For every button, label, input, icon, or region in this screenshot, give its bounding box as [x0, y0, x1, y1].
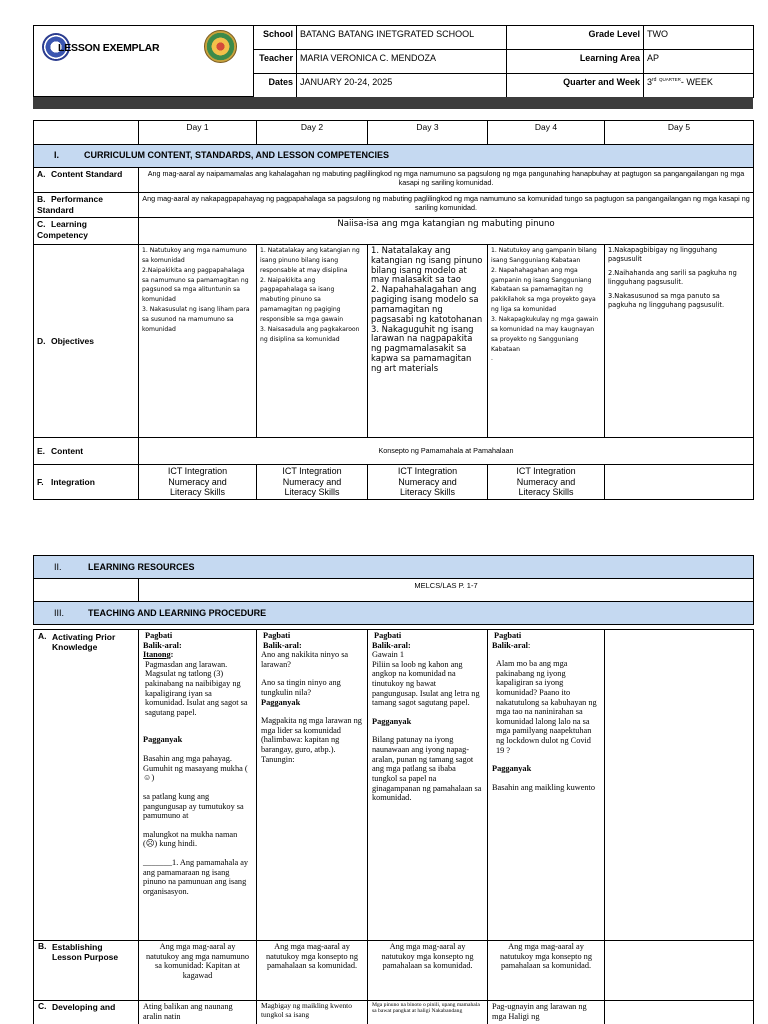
quarter-number: 3	[647, 77, 653, 87]
content-row	[34, 438, 754, 465]
integration-line: Literacy Skills	[169, 487, 225, 498]
school-label: School	[254, 26, 297, 50]
quarter-tail: - WEEK	[680, 77, 713, 87]
activating-day-2	[257, 630, 368, 941]
objectives-label: Objectives	[51, 335, 94, 346]
integration-day-2	[257, 465, 368, 500]
objective-item: 1. Natatalakay ang katangian ng isang pinuno bilang isang responsable at may disiplina	[260, 247, 360, 274]
developing-letter: C.	[38, 1001, 47, 1011]
activity-text: sa patlang kung ang pangungusap ay tumutukoy sa pamumuno at	[143, 791, 244, 821]
learning-resources-table	[33, 555, 754, 625]
section-1-number: I.	[54, 150, 60, 161]
activity-text: _______1. Ang pamamahala ay ang pamamaraan ng isang pinuno na pamunuan ang isang organisasyon.	[143, 857, 249, 896]
integration-line: ICT Integration	[167, 466, 228, 477]
establishing-day-3: Ang mga mag-aaral ay natutukoy mga konsepto ng pamahalaan sa komunidad.	[368, 941, 488, 1001]
objective-item: 1. Natutukoy ang mga namumuno sa komunidad	[142, 247, 247, 264]
integration-line: Literacy Skills	[284, 487, 340, 498]
objective-item: .	[491, 355, 493, 363]
competencies-table	[33, 120, 754, 500]
activity-text: Basahin ang mga pahayag. Gumuhit ng masayang mukha ( ☺)	[143, 754, 248, 783]
section-3-number: III.	[54, 608, 65, 618]
objectives-day-3	[368, 245, 488, 438]
activity-text: Pagmasdan ang larawan. Magsulat ng tatlong (3) pakinabang na naibibigay ng kapaligirang iyan sa komunidad. Isulat ang sagot sa sagutang papel.	[145, 659, 248, 717]
activity-text: Ano sa tingin ninyo ang tungkulin nila?	[261, 678, 341, 698]
header-divider-bar	[33, 97, 753, 109]
teacher-label: Teacher	[254, 50, 297, 74]
activity-text: Bilang patunay na iyong naunawaan ang iyong napag-aralan, punan ng tamang sagot ang mga patlang sa ibaba tungkol sa papel na ginagampanan ng pamahalaan sa komunidad.	[372, 735, 482, 803]
motivation-label: Pagganyak	[143, 735, 183, 745]
review-label: Balik-aral	[492, 640, 528, 650]
content-standard-letter: A.	[37, 169, 46, 179]
developing-day-2: Magbigay ng maikling kwento tungkol sa isang	[257, 1001, 368, 1024]
activating-day-4	[488, 630, 605, 941]
competency-row	[34, 218, 754, 245]
objectives-day-5	[605, 245, 754, 438]
integration-label: Integration	[51, 476, 95, 487]
quarter-sup-1: rd	[652, 77, 657, 83]
day-5-header: Day 5	[605, 121, 754, 145]
day-3-header: Day 3	[368, 121, 488, 145]
day-1-header: Day 1	[139, 121, 257, 145]
objective-item: 2. Napahahagahan ang mga gampanin ng isang Sangguniang Kabataan sa pamamagitan ng pakikilahok sa mga proyekto gaya ng liga sa komunidad	[491, 266, 596, 314]
integration-line: Literacy Skills	[518, 487, 574, 498]
greeting-label: Pagbati	[494, 631, 522, 640]
developing-row	[34, 1001, 754, 1024]
objective-item: 2.Naipakikita ang pagpapahalaga sa namumuno sa pamamagitan ng pagsunod sa mga alituntunin sa komunidad	[142, 266, 249, 304]
review-label: Balik-aral:	[143, 640, 182, 650]
greeting-label: Pagbati	[145, 631, 173, 640]
lesson-header	[33, 25, 753, 97]
activity-text: Piliin sa loob ng kahon ang angkop na komunidad na tinutukoy ng bawat pangungusap. Isulat ang letra ng tamang sagot sagutang papel.	[372, 659, 480, 708]
establishing-day-1: Ang mga mag-aaral ay natutukoy ang mga namumuno sa komunidad: Kapitan at kagawad	[139, 941, 257, 1001]
dates-label: Dates	[254, 74, 297, 98]
establishing-row	[34, 941, 754, 1001]
section-1-header	[34, 145, 754, 168]
objectives-letter: D.	[37, 335, 46, 346]
content-standard-row	[34, 168, 754, 193]
activity-text: malungkot na mukha naman (☹) kung hindi.	[143, 829, 238, 849]
objective-item: 2. Naipakikita ang pagpapahalaga sa isang mabuting pinuno sa pamamagitan ng pagiging responsible sa mga gawain	[260, 276, 344, 324]
competency-letter: C.	[37, 219, 46, 229]
integration-day-3	[368, 465, 488, 500]
establishing-label: Establishing Lesson Purpose	[52, 942, 119, 963]
teacher-value: MARIA VERONICA C. MENDOZA	[297, 50, 507, 74]
objectives-day-1	[139, 245, 257, 438]
header-logo-cell	[33, 25, 253, 97]
establishing-day-2: Ang mga mag-aaral ay natutukoy mga konsepto ng pamahalaan sa komunidad.	[257, 941, 368, 1001]
area-value: AP	[644, 50, 754, 74]
activity-text: Basahin ang maikling kuwento	[492, 782, 596, 792]
review-label: Balik-aral:	[372, 640, 411, 650]
section-2-header	[34, 556, 754, 579]
content-letter: E.	[37, 445, 46, 456]
dates-value: JANUARY 20-24, 2025	[297, 74, 507, 98]
greeting-label: Pagbati	[263, 631, 291, 640]
melcs-row	[34, 579, 754, 602]
developing-day-4: Pag-ugnayin ang larawan ng mga Haligi ng	[488, 1001, 605, 1024]
ask-label: Itanong	[143, 650, 171, 660]
section-3-header	[34, 602, 754, 625]
document-title: LESSON EXEMPLAR	[58, 42, 160, 54]
activity-text: Alam mo ba ang mga pakinabang ng iyong kapaligiran sa iyong komunidad? Paano ito nakatutulong sa kabuhayan ng mga tao na naninirahan sa komunidad lalong lalo na sa mga pamilyang naapektuhan ng lockdown dulot ng Covid 19 ?	[496, 659, 597, 755]
objectives-day-4	[488, 245, 605, 438]
establishing-day-4: Ang mga mag-aaral ay natutukoy mga konsepto ng pamahalaan sa komunidad.	[488, 941, 605, 1001]
motivation-label: Pagganyak	[261, 697, 301, 707]
quarter-sup-2: QUARTER	[658, 77, 681, 82]
integration-day-5	[605, 465, 754, 500]
competency-text: Naiisa-isa ang mga katangian ng mabuting pinuno	[139, 218, 754, 245]
greeting-label: Pagbati	[374, 631, 402, 640]
integration-row	[34, 465, 754, 500]
grade-value: TWO	[644, 26, 754, 50]
day-header-blank	[34, 121, 139, 145]
day-header-row	[34, 121, 754, 145]
objective-item: 2.Naihahanda ang sarili sa pagkuha ng lingguhang pagsusulit.	[608, 269, 737, 286]
motivation-label: Pagganyak	[492, 764, 532, 774]
objectives-row	[34, 245, 754, 438]
activating-day-3	[368, 630, 488, 941]
school-seal-icon	[204, 30, 237, 63]
integration-line: Literacy Skills	[399, 487, 455, 498]
objective-item: 3. Nakaguguhit ng isang larawan na nagpapakita ng pagmamalasakit sa kapwa sa pamamagitan ng art materials	[371, 323, 474, 373]
activating-label: Activating Prior Knowledge	[52, 632, 116, 653]
objective-item: 3. Nakasusulat ng isang liham para sa susunod na mamumuno sa komunidad	[142, 306, 250, 333]
objective-item: 3. Naisasadula ang pagkakaroon ng disiplina sa komunidad	[260, 325, 360, 343]
establishing-day-5	[605, 941, 754, 1001]
integration-line: Numeracy and	[516, 476, 576, 487]
activity-text: Ano ang nakikita ninyo sa larawan?	[261, 650, 349, 669]
integration-line: Numeracy and	[168, 476, 227, 487]
day-2-header: Day 2	[257, 121, 368, 145]
melcs-text: MELCS/LAS P. 1-7	[139, 579, 754, 602]
activating-letter: A.	[38, 631, 47, 641]
developing-day-5	[605, 1001, 754, 1024]
integration-line: Numeracy and	[398, 476, 457, 487]
performance-standard-letter: B.	[37, 194, 46, 204]
content-standard-label: Content Standard	[51, 169, 123, 179]
section-1-title: CURRICULUM CONTENT, STANDARDS, AND LESSON COMPETENCIES	[84, 150, 390, 161]
objectives-day-2	[257, 245, 368, 438]
day-4-header: Day 4	[488, 121, 605, 145]
procedure-table	[33, 629, 754, 1024]
performance-standard-text: Ang mag-aaral ay nakapagpapahayag ng pagpapahalaga sa pagsulong ng mabuting paglilingkod ng mga namumuno sa komunidad tungo sa pagtugon sa pangangailangan ng mga kasapi ng sariling komunidad.	[139, 193, 754, 218]
activating-day-1	[139, 630, 257, 941]
activity-text: Gawain 1	[372, 650, 405, 660]
grade-label: Grade Level	[507, 26, 644, 50]
performance-standard-label: Performance Standard	[37, 194, 103, 215]
objective-item: 1. Natatalakay ang katangian ng isang pinuno bilang isang modelo at may malasakit sa tao	[371, 245, 483, 285]
objective-item: 3.Nakasusunod sa mga panuto sa pagkuha ng lingguhang pagsusulit.	[608, 292, 725, 309]
competency-label: Learning Competency	[37, 219, 89, 240]
section-3-title: TEACHING AND LEARNING PROCEDURE	[88, 608, 267, 618]
objective-item: 1. Natutukoy ang gampanin bilang isang Sangguniang Kabataan	[491, 247, 597, 264]
activity-text: Magpakita ng mga larawan ng mga lider sa komunidad (halimbawa: kapitan ng barangay, guro, atbp.). Tanungin:	[261, 716, 362, 764]
developing-day-3: Mga pinuno na binoto o pinili, upang mamahala sa bawat pangkat at haligi Nakabandang	[368, 1001, 488, 1024]
activating-row	[34, 630, 754, 941]
establishing-letter: B.	[38, 941, 47, 951]
integration-day-1	[139, 465, 257, 500]
activating-day-5	[605, 630, 754, 941]
integration-line: ICT Integration	[397, 466, 458, 477]
integration-day-4	[488, 465, 605, 500]
motivation-label: Pagganyak	[372, 716, 412, 726]
section-2-title: LEARNING RESOURCES	[88, 562, 195, 572]
content-label: Content	[51, 445, 84, 456]
objective-item: 3. Nakapagkukulay ng mga gawain sa komunidad na may kaugnayan sa proyekto ng Sangguniang Kabataan	[491, 316, 599, 353]
developing-day-1: Ating balikan ang naunang aralin natin	[139, 1001, 257, 1024]
integration-line: Numeracy and	[282, 476, 342, 487]
integration-line: ICT Integration	[516, 466, 576, 477]
section-2-number: II.	[54, 562, 62, 572]
area-label: Learning Area	[507, 50, 644, 74]
ask-colon: :	[170, 650, 174, 660]
quarter-label: Quarter and Week	[507, 74, 644, 98]
content-standard-text: Ang mag-aaral ay naipamamalas ang kahalagahan ng mabuting paglilingkod ng mga namumuno sa pagsulong ng mga pangunahing hanapbuhay at pagtugon sa pangangailangan ng mga kasapi ng sariling komunidad.	[139, 168, 754, 193]
review-label: Balik-aral:	[263, 640, 302, 650]
objective-item: 1.Nakapagbibigay ng lingguhang pagsusulit	[608, 246, 718, 263]
quarter-value	[644, 74, 754, 98]
school-value: BATANG BATANG INETGRATED SCHOOL	[297, 26, 507, 50]
objective-item: 2. Napahahalagahan ang pagiging isang modelo sa pamamagitan ng pagsasabi ng katotohanan	[371, 284, 483, 324]
review-colon: :	[527, 640, 531, 650]
performance-standard-row	[34, 193, 754, 218]
developing-label: Developing and	[52, 1002, 116, 1012]
content-text: Konsepto ng Pamamahala at Pamahalaan	[139, 438, 754, 465]
integration-line: ICT Integration	[282, 466, 342, 477]
header-info-table	[253, 25, 754, 98]
integration-letter: F.	[37, 476, 44, 487]
